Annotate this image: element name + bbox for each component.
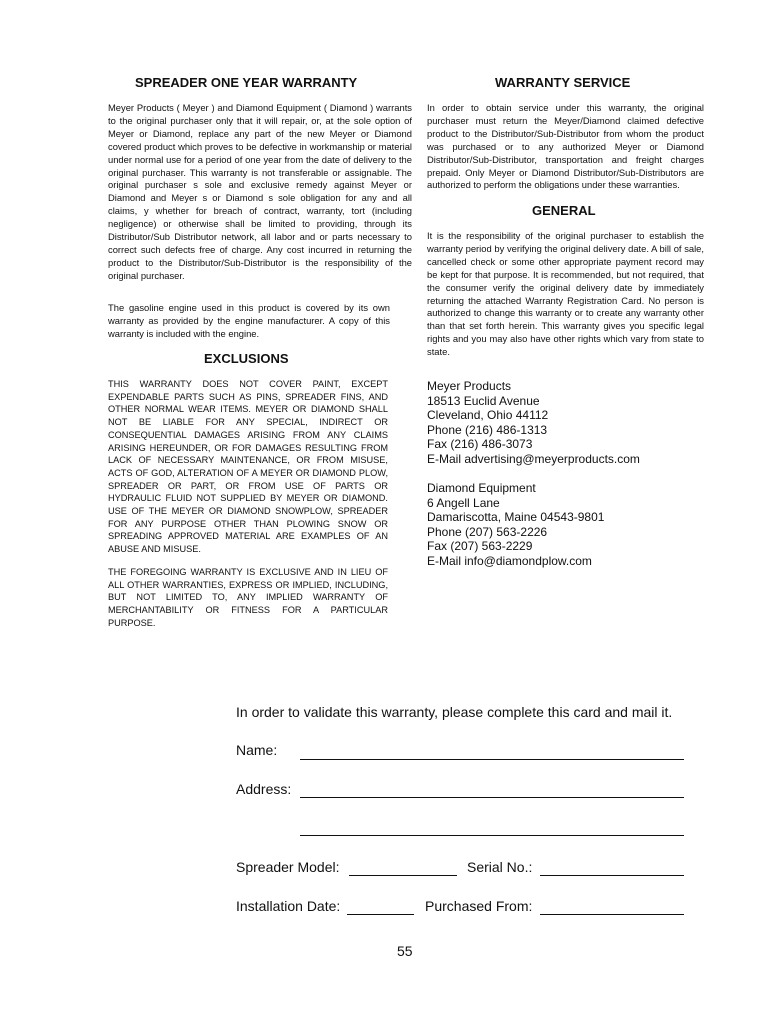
- warranty-service-text: In order to obtain service under this warranty, the original purchaser must return the Meyer/Diamond claimed defective product to the Distributor/Sub-Distributor from whom the product was purchased or to any authorized Meyer or Diamond Distributor/Sub-Distributor, transportation and freight charges prepaid. Only Meyer or Diamond Distributor/Sub-Distributors are authorized to perform the obligations under these warranties.: [427, 102, 704, 191]
- purchased-from-label: Purchased From:: [425, 898, 533, 914]
- purchased-from-field[interactable]: [540, 914, 684, 915]
- exclusions-heading: EXCLUSIONS: [204, 351, 289, 366]
- serial-number-label: Serial No.:: [467, 859, 533, 875]
- diamond-address: Diamond Equipment 6 Angell Lane Damariscotta, Maine 04543-9801 Phone (207) 563-2226 Fax (207) 563-2229 E-Mail info@diamondplow.com: [427, 481, 605, 568]
- installation-date-label: Installation Date:: [236, 898, 341, 914]
- serial-number-field[interactable]: [540, 875, 684, 876]
- installation-date-field[interactable]: [347, 914, 414, 915]
- spreader-model-field[interactable]: [349, 875, 457, 876]
- card-instruction: In order to validate this warranty, please complete this card and mail it.: [236, 704, 673, 720]
- warranty-text: Meyer Products ( Meyer ) and Diamond Equipment ( Diamond ) warrants to the original purchaser only that it will repair, or, at the sole option of Meyer or Diamond, replace any part of the new Meyer or Diamond covered product which proves to be defective in workmanship or material under normal use for a period of one year from the date of delivery to the original purchaser. This warranty is not transferable or assignable. The original purchaser s sole and exclusive remedy against Meyer or Diamond and Meyer s or Diamond s sole obligation for any and all claims, y whether for breach of contract, warranty, tort (including negligence) or otherwise shall be limited to providing, through its Distributor/Sub Distributor network, all labor and or parts necessary to correct such defects free of charge. Any cost incurred in returning the product to the Distributor/Sub-Distributor is the responsibility of the original purchaser.: [108, 102, 412, 281]
- address-field-line-2[interactable]: [300, 835, 684, 836]
- spreader-model-label: Spreader Model:: [236, 859, 340, 875]
- name-field[interactable]: [300, 759, 684, 760]
- address-field-line-1[interactable]: [300, 797, 684, 798]
- foregoing-warranty-text: THE FOREGOING WARRANTY IS EXCLUSIVE AND IN LIEU OF ALL OTHER WARRANTIES, EXPRESS OR IMPLIED, INCLUDING, BUT NOT LIMITED TO, ANY IMPLIED WARRANTY OF MERCHANTABILITY OR FITNESS FOR A PARTICULAR PURPOSE.: [108, 567, 388, 628]
- engine-warranty-text: The gasoline engine used in this product is covered by its own warranty as provided by the engine manufacturer. A copy of this warranty is included with the engine.: [108, 302, 390, 339]
- page-number: 55: [397, 943, 413, 959]
- name-label: Name:: [236, 742, 278, 758]
- meyer-address: Meyer Products 18513 Euclid Avenue Cleveland, Ohio 44112 Phone (216) 486-1313 Fax (216) 486-3073 E-Mail advertising@meyerproducts.com: [427, 379, 640, 466]
- warranty-heading: SPREADER ONE YEAR WARRANTY: [135, 75, 358, 90]
- warranty-service-heading: WARRANTY SERVICE: [495, 75, 631, 90]
- exclusions-text: THIS WARRANTY DOES NOT COVER PAINT, EXCEPT EXPENDABLE PARTS SUCH AS PINS, SPREADER FINS, AND OTHER NORMAL WEAR ITEMS. MEYER OR DIAMOND SHALL NOT BE LIABLE FOR ANY SPECIAL, INDIRECT OR CONSEQUENTIAL DAMAGES ARISING FROM ANY CLAIMS ARISING HEREUNDER, OR FOR DAMAGES RESULTING FROM LACK OF NECESSARY MAINTENANCE, OR FROM MISUSE, ACTS OF GOD, ALTERATION OF A MEYER OR DIAMOND PLOW, SPREADER OR PART, OR FROM USE OF PARTS OR HYDRAULIC FLUID NOT SUPPLIED BY MEYER OR DIAMOND. USE OF THE MEYER OR DIAMOND SNOWPLOW, SPREADER FOR ANY PURPOSE OTHER THAN PLOWING SNOW OR SPREADING APPROVED MATERIAL ARE EXAMPLES OF AN ABUSE AND MISUSE.: [108, 379, 388, 555]
- general-heading: GENERAL: [532, 203, 596, 218]
- address-label: Address:: [236, 781, 292, 797]
- general-text: It is the responsibility of the original purchaser to establish the warranty period by verifying the original delivery date. A bill of sale, cancelled check or some other appropriate payment record may be kept for that purpose. It is recommended, but not required, that the consumer verify the original delivery date by immediately returning the attached Warranty Registration Card. No person is authorized to change this warranty or to create any warranty other than that set forth herein. This warranty gives you specific legal rights and you may also have other rights which vary from state to state.: [427, 230, 704, 358]
